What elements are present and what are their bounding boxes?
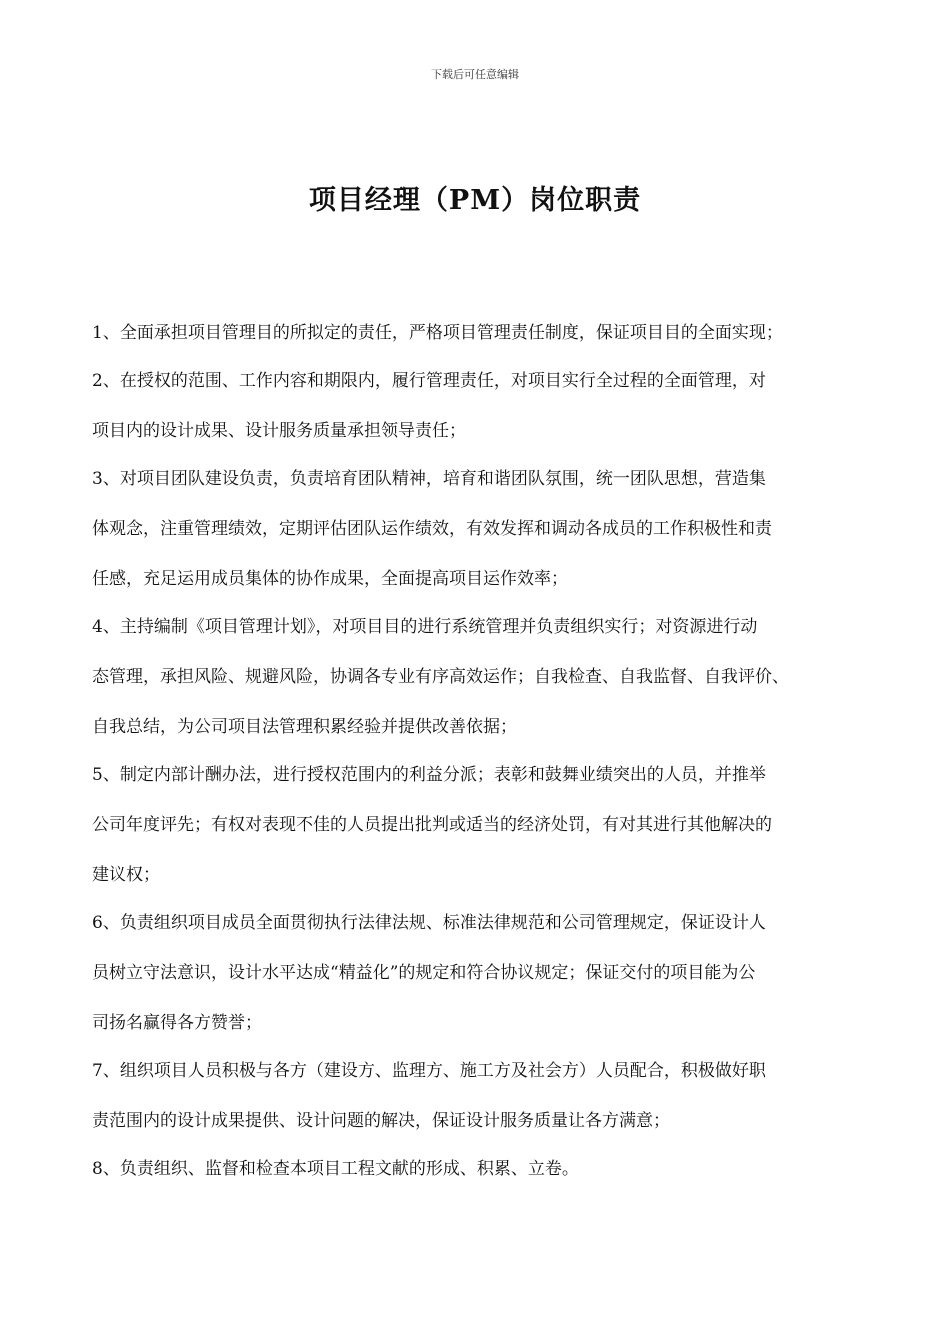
text-line: 4、主持编制《项目管理计划》，对项目目的进行系统管理并负责组织实行；对资源进行动 — [92, 617, 758, 637]
text-line: 5、制定内部计酬办法，进行授权范围内的利益分派；表彰和鼓舞业绩突出的人员，并推举 — [92, 765, 766, 785]
line-gap — [92, 398, 872, 414]
text-line: 态管理，承担风险、规避风险，协调各专业有序高效运作；自我检查、自我监督、自我评价、 — [92, 667, 789, 687]
line-gap — [92, 940, 872, 956]
paragraph-2 — [92, 364, 872, 448]
text-line: 公司年度评先；有权对表现不佳的人员提出批判或适当的经济处罚，有对其进行其他解决的 — [92, 815, 772, 835]
line-gap — [92, 496, 872, 512]
text-line: 司扬名赢得各方赞誉； — [92, 1013, 262, 1033]
text-line: 建议权； — [92, 865, 160, 885]
paragraph-gap — [92, 1138, 872, 1152]
text-line: 员树立守法意识，设计水平达成“精益化”的规定和符合协议规定；保证交付的项目能为公 — [92, 963, 756, 983]
paragraph-gap — [92, 1040, 872, 1054]
paragraph-5 — [92, 758, 872, 892]
text-line: 3、对项目团队建设负责，负责培育团队精神，培育和谐团队氛围，统一团队思想，营造集 — [92, 469, 766, 489]
text-line: 体观念，注重管理绩效，定期评估团队运作绩效，有效发挥和调动各成员的工作积极性和责 — [92, 519, 772, 539]
text-line: 1、全面承担项目管理目的所拟定的责任，严格项目管理责任制度，保证项目目的全面实现； — [92, 323, 783, 343]
line-gap — [92, 546, 872, 562]
paragraph-8 — [92, 1152, 872, 1186]
text-line: 6、负责组织项目成员全面贯彻执行法律法规、标准法律规范和公司管理规定，保证设计人 — [92, 913, 766, 933]
text-line: 7、组织项目人员积极与各方（建设方、监理方、施工方及社会方）人员配合，积极做好职 — [92, 1061, 766, 1081]
text-line: 自我总结，为公司项目法管理积累经验并提供改善依据； — [92, 717, 517, 737]
paragraph-1 — [92, 316, 872, 350]
paragraph-gap — [92, 448, 872, 462]
line-gap — [92, 644, 872, 660]
line-gap — [92, 1088, 872, 1104]
text-line: 任感，充足运用成员集体的协作成果，全面提高项目运作效率； — [92, 569, 568, 589]
text-line: 责范围内的设计成果提供、设计问题的解决，保证设计服务质量让各方满意； — [92, 1111, 670, 1131]
line-gap — [92, 694, 872, 710]
line-gap — [92, 792, 872, 808]
text-line: 项目内的设计成果、设计服务质量承担领导责任； — [92, 421, 466, 441]
line-gap — [92, 990, 872, 1006]
header-note: 下载后可任意编辑 — [431, 68, 519, 81]
text-line: 8、负责组织、监督和检查本项目工程文献的形成、积累、立卷。 — [92, 1159, 579, 1179]
paragraph-3 — [92, 462, 872, 596]
line-gap — [92, 842, 872, 858]
paragraph-gap — [92, 350, 872, 364]
paragraph-gap — [92, 892, 872, 906]
paragraph-gap — [92, 596, 872, 610]
text-line: 2、在授权的范围、工作内容和期限内，履行管理责任，对项目实行全过程的全面管理，对 — [92, 371, 766, 391]
paragraph-gap — [92, 744, 872, 758]
document-body — [92, 316, 872, 1186]
document-title: 项目经理（PM）岗位职责 — [308, 185, 642, 216]
paragraph-7 — [92, 1054, 872, 1138]
paragraph-4 — [92, 610, 872, 744]
paragraph-6 — [92, 906, 872, 1040]
